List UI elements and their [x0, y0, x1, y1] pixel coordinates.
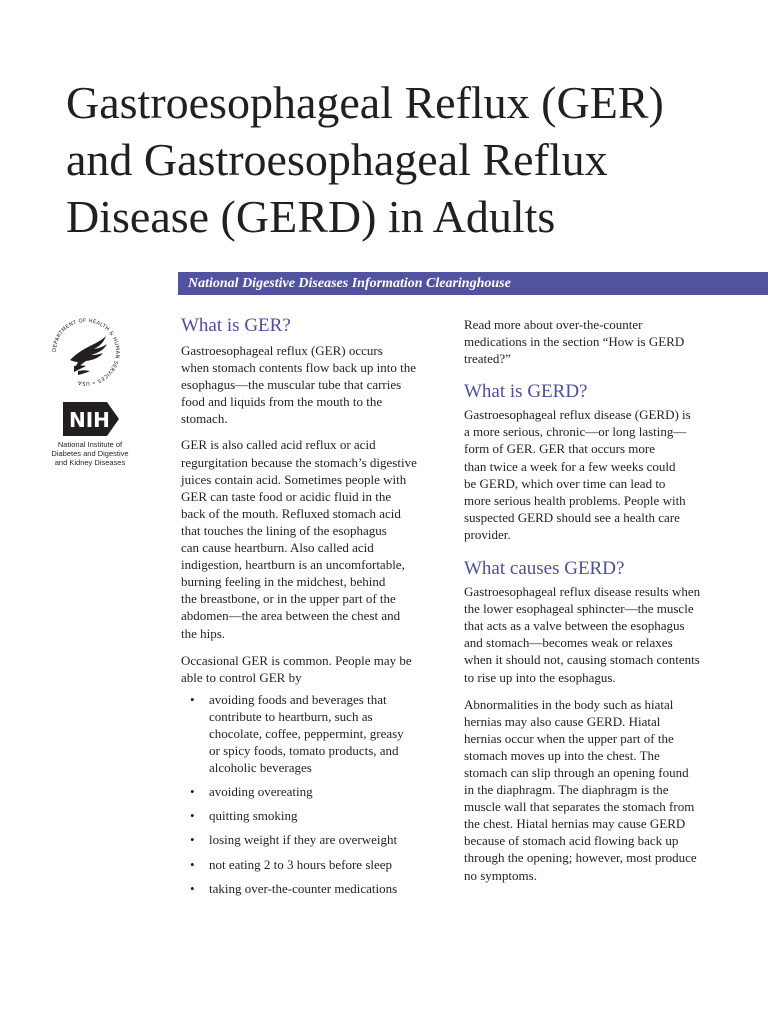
text-line: treated?”	[464, 351, 511, 367]
text-line: Abnormalities in the body such as hiatal	[464, 696, 674, 712]
text-line: no symptoms.	[464, 867, 537, 883]
control-ger-list	[181, 691, 443, 897]
gerd-definition-paragraph	[464, 406, 744, 543]
nih-logo-block	[40, 402, 140, 467]
heading-what-causes-gerd: What causes GERD?	[464, 558, 625, 580]
nih-caption	[40, 440, 140, 467]
list-item	[181, 856, 443, 873]
text-line: stomach moves up into the chest. The	[464, 747, 660, 763]
text-line: than twice a week for a few weeks could	[464, 458, 676, 474]
text-line: the lower esophageal sphincter—the muscle	[464, 601, 694, 617]
text-line: a more serious, chronic—or long lasting—	[464, 424, 687, 440]
title-line: Gastroesophageal Reflux (GER)	[66, 77, 664, 128]
text-line: to rise up into the esophagus.	[464, 669, 616, 685]
text-line: stomach.	[181, 411, 228, 427]
text-line: taking over-the-counter medications	[209, 880, 398, 896]
text-line: able to control GER by	[181, 669, 302, 685]
list-item	[181, 783, 443, 800]
bullet-icon: •	[190, 832, 195, 848]
bullet-icon: •	[190, 856, 195, 872]
hhs-ring-text: DEPARTMENT OF HEALTH & HUMAN SERVICES • USA	[51, 317, 121, 387]
text-line: when stomach contents flow back up into the	[181, 360, 417, 376]
text-line: because of stomach acid flowing back up	[464, 833, 679, 849]
text-line: esophagus—the muscular tube that carries	[181, 377, 402, 393]
right-column	[464, 316, 744, 884]
text-line: Occasional GER is common. People may be	[181, 652, 412, 668]
text-line: Gastroesophageal reflux disease results when	[464, 584, 701, 600]
text-line: not eating 2 to 3 hours before sleep	[209, 856, 393, 872]
hiatal-hernia-paragraph	[464, 696, 744, 884]
text-line: indigestion, heartburn is an uncomfortable,	[181, 557, 405, 573]
list-item	[181, 880, 443, 897]
text-line: the breastbone, or in the upper part of the	[181, 591, 396, 607]
title-line: Disease (GERD) in Adults	[66, 191, 556, 242]
hhs-seal-logo	[50, 316, 122, 388]
list-item	[181, 831, 443, 848]
bullet-icon: •	[190, 784, 195, 800]
text-line: alcoholic beverages	[209, 760, 312, 776]
text-line: avoiding foods and beverages that	[209, 691, 387, 707]
bullet-icon: •	[190, 691, 195, 707]
text-line: when it should not, causing stomach contents	[464, 652, 700, 668]
text-line: more serious health problems. People with	[464, 492, 686, 508]
list-item	[181, 691, 443, 776]
text-line: Read more about over-the-counter	[464, 317, 643, 332]
text-line: stomach can slip through an opening found	[464, 764, 689, 780]
text-line: muscle wall that separates the stomach from	[464, 799, 695, 815]
text-line: GER can taste food or acidic fluid in the	[181, 488, 392, 504]
nih-caption-line: and Kidney Diseases	[54, 458, 126, 467]
text-line: abdomen—the area between the chest and	[181, 608, 401, 624]
otc-medications-paragraph	[464, 316, 744, 367]
text-line: in the diaphragm. The diaphragm is the	[464, 782, 669, 798]
causes-paragraph	[464, 583, 744, 686]
bullet-icon: •	[190, 808, 195, 824]
acid-reflux-paragraph	[181, 436, 443, 641]
text-line: Gastroesophageal reflux (GER) occurs	[181, 343, 383, 358]
text-line: regurgitation because the stomach’s digestive	[181, 454, 417, 470]
eagle-icon	[70, 336, 107, 375]
text-line: that touches the lining of the esophagus	[181, 522, 387, 538]
nih-caption-line: National Institute of	[57, 440, 123, 449]
control-ger-paragraph	[181, 652, 443, 686]
text-line: be GERD, which over time can lead to	[464, 475, 666, 491]
clearinghouse-banner	[178, 272, 768, 295]
text-line: chocolate, coffee, peppermint, greasy	[209, 725, 404, 741]
text-line: the chest. Hiatal hernias may cause GERD	[464, 816, 686, 832]
text-line: avoiding overeating	[209, 784, 313, 800]
text-line: that acts as a valve between the esophagus	[464, 618, 685, 634]
text-line: provider.	[464, 526, 511, 542]
document-title	[66, 74, 756, 245]
text-line: juices contain acid. Sometimes people with	[181, 471, 407, 487]
text-line: GER is also called acid reflux or acid	[181, 437, 376, 453]
text-line: or spicy foods, tomato products, and	[209, 743, 399, 759]
text-line: the hips.	[181, 625, 226, 641]
text-line: Gastroesophageal reflux disease (GERD) is	[464, 407, 691, 423]
list-item	[181, 807, 443, 824]
title-line: and Gastroesophageal Reflux	[66, 134, 608, 185]
text-line: can cause heartburn. Also called acid	[181, 540, 374, 556]
heading-what-is-gerd: What is GERD?	[464, 381, 588, 403]
bullet-icon: •	[190, 880, 195, 896]
ger-definition-paragraph	[181, 342, 443, 427]
text-line: losing weight if they are overweight	[209, 832, 398, 848]
nih-logo	[63, 402, 119, 436]
text-line: burning feeling in the midchest, behind	[181, 574, 386, 590]
nih-mark: NIH	[69, 408, 110, 432]
text-line: form of GER. GER that occurs more	[464, 441, 655, 457]
text-line: medications in the section “How is GERD	[464, 334, 685, 350]
nih-caption-line: Diabetes and Digestive	[51, 449, 129, 458]
text-line: quitting smoking	[209, 808, 298, 824]
left-column	[181, 314, 443, 897]
text-line: through the opening; however, most produce	[464, 850, 697, 866]
heading-what-is-ger: What is GER?	[181, 315, 291, 336]
text-line: suspected GERD should see a health care	[464, 509, 680, 525]
text-line: and stomach—becomes weak or relaxes	[464, 635, 673, 651]
text-line: food and liquids from the mouth to the	[181, 394, 383, 410]
banner-text: National Digestive Diseases Information Clearinghouse	[188, 276, 511, 291]
text-line: contribute to heartburn, such as	[209, 708, 373, 724]
text-line: back of the mouth. Refluxed stomach acid	[181, 505, 401, 521]
text-line: hernias occur when the upper part of the	[464, 730, 674, 746]
text-line: hernias may also cause GERD. Hiatal	[464, 713, 661, 729]
